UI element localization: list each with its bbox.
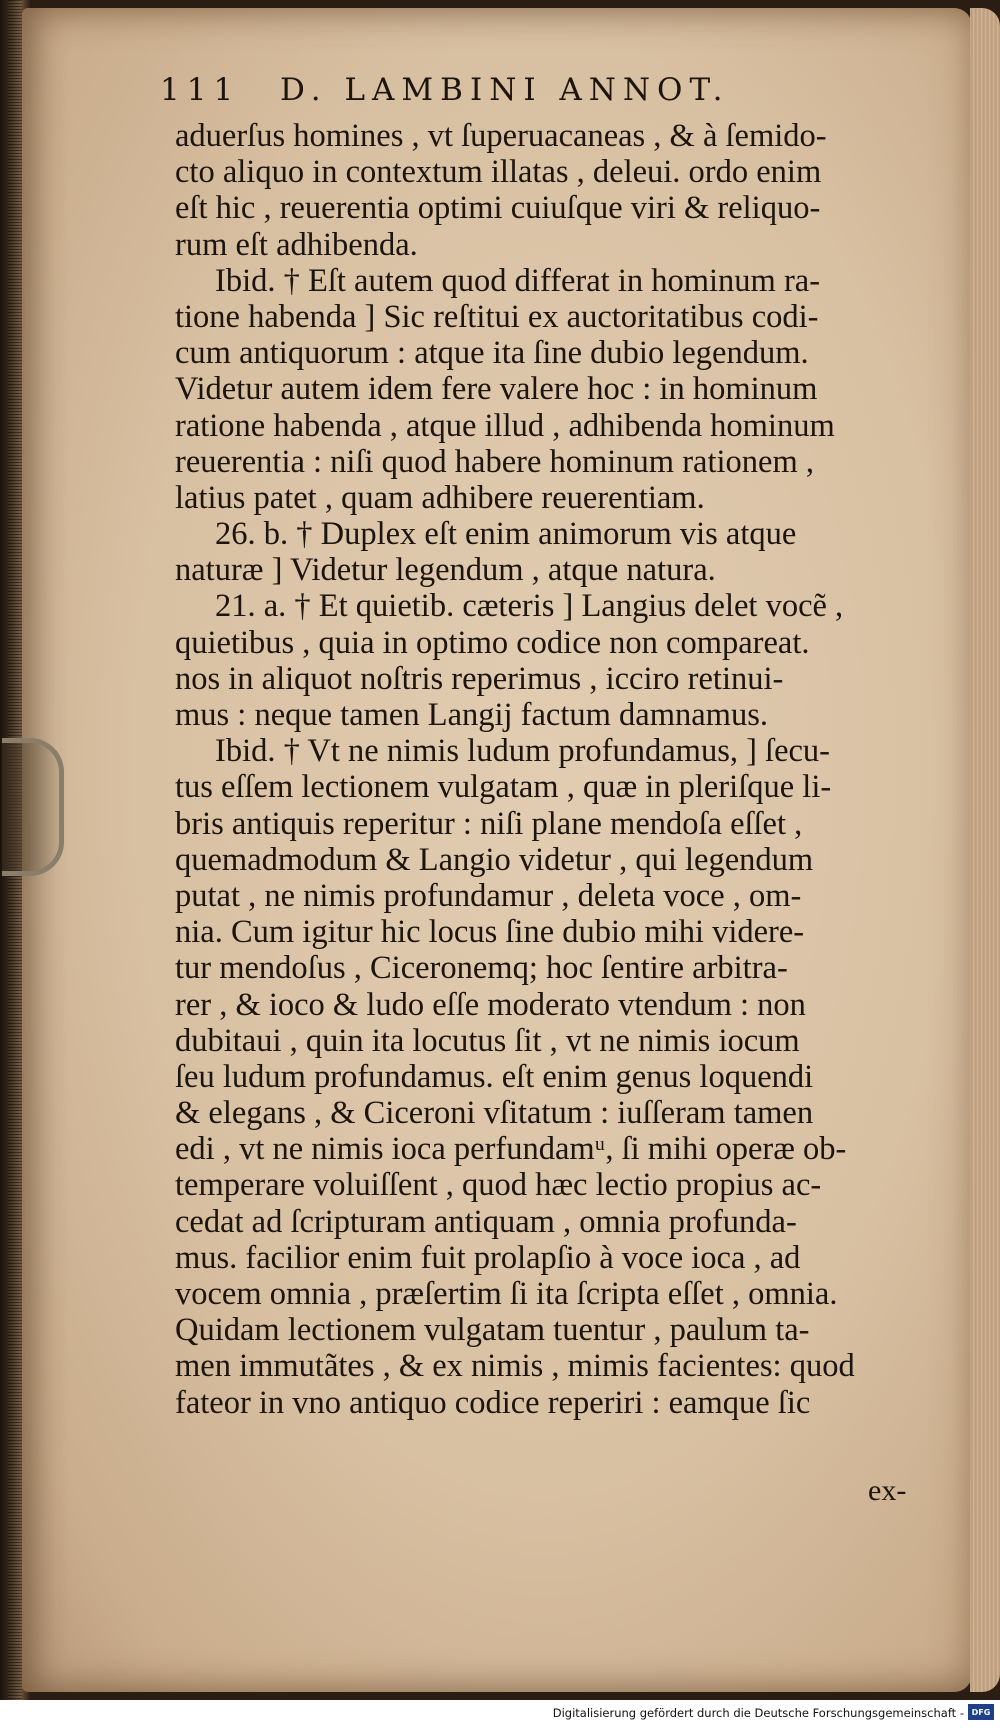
- text-line: tione habenda ] Sic reſtitui ex auctoritatibus codi-: [175, 298, 819, 335]
- text-line: reuerentia : niſi quod habere hominum rationem ,: [175, 443, 814, 480]
- text-line: 21. a. † Et quietib. cæteris ] Langius delet vocẽ ,: [215, 588, 844, 625]
- folio-number: 111: [160, 72, 241, 108]
- text-line: cum antiquorum : atque ita ſine dubio legendum.: [175, 335, 809, 372]
- text-line: bris antiquis reperitur : niſi plane mendoſa eſſet ,: [175, 805, 803, 842]
- text-line: temperare voluiſſent , quod hæc lectio propius ac-: [175, 1167, 822, 1204]
- text-line: fateor in vno antiquo codice reperiri : eamque ſic: [175, 1384, 811, 1421]
- text-line: quemadmodum & Langio videtur , qui legendum: [175, 841, 814, 878]
- text-line: edi , vt ne nimis ioca perfundamᵘ, ſi mihi operæ ob-: [175, 1131, 847, 1168]
- text-line: Videtur autem idem fere valere hoc : in hominum: [175, 371, 818, 408]
- page-fore-edge: [970, 8, 1000, 1692]
- text-line: quietibus , quia in optimo codice non compareat.: [175, 624, 810, 661]
- text-line: & elegans , & Ciceroni vſitatum : iuſſeram tamen: [175, 1095, 814, 1132]
- running-header: [160, 72, 900, 108]
- text-line: cto aliquo in contextum illatas , deleui. ordo enim: [175, 154, 822, 191]
- body-text: [175, 118, 920, 1421]
- text-line: Ibid. † Eſt autem quod differat in hominum ra-: [215, 262, 821, 299]
- text-line: vocem omnia , præſertim ſi ita ſcripta eſſet , omnia.: [175, 1276, 838, 1312]
- text-line: tus eſſem lectionem vulgatam , quæ in pleriſque li-: [175, 769, 832, 806]
- text-line: mus : neque tamen Langij factum damnamus.: [175, 697, 768, 733]
- catchword: ex-: [868, 1474, 907, 1507]
- text-line: rer , & ioco & ludo eſſe moderato vtendum : non: [175, 986, 806, 1023]
- text-line: men immutãtes , & ex nimis , mimis facientes: quod: [175, 1348, 855, 1385]
- text-line: aduerſus homines , vt ſuperuacaneas , & à ſemido-: [175, 118, 827, 154]
- dfg-logo-icon: DFG: [968, 1704, 994, 1720]
- text-line: naturæ ] Videtur legendum , atque natura.: [175, 552, 716, 589]
- text-line: tur mendoſus , Ciceronemq; hoc ſentire arbitra-: [175, 950, 788, 987]
- book-clasp: [2, 738, 64, 876]
- text-line: ratione habenda , atque illud , adhibenda hominum: [175, 407, 835, 444]
- running-title: D. LAMBINI ANNOT.: [280, 72, 730, 108]
- text-line: cedat ad ſcripturam antiquam , omnia profunda-: [175, 1203, 797, 1240]
- text-line: nos in aliquot noſtris reperimus , icciro retinui-: [175, 660, 784, 697]
- text-line: latius patet , quam adhibere reuerentiam.: [175, 479, 705, 516]
- text-line: Quidam lectionem vulgatam tuentur , paulum ta-: [175, 1312, 810, 1349]
- text-line: mus. facilior enim fuit prolapſio à voce ioca , ad: [175, 1239, 801, 1276]
- text-line: putat , ne nimis profundamur , deleta voce , om-: [175, 877, 802, 914]
- text-line: ſeu ludum profundamus. eſt enim genus loquendi: [175, 1058, 814, 1095]
- text-line: rum eſt adhibenda.: [175, 226, 418, 263]
- text-line: nia. Cum igitur hic locus ſine dubio mihi videre-: [175, 914, 805, 951]
- text-line: Ibid. † Vt ne nimis ludum profundamus, ] ſecu-: [215, 733, 831, 770]
- footer-credit: Digitalisierung gefördert durch die Deutsche Forschungsgemeinschaft -: [552, 1706, 964, 1720]
- text-line: eſt hic , reuerentia optimi cuiuſque viri & reliquo-: [175, 190, 821, 227]
- text-line: dubitaui , quin ita locutus ſit , vt ne nimis iocum: [175, 1022, 800, 1059]
- text-line: 26. b. † Duplex eſt enim animorum vis atque: [215, 516, 797, 553]
